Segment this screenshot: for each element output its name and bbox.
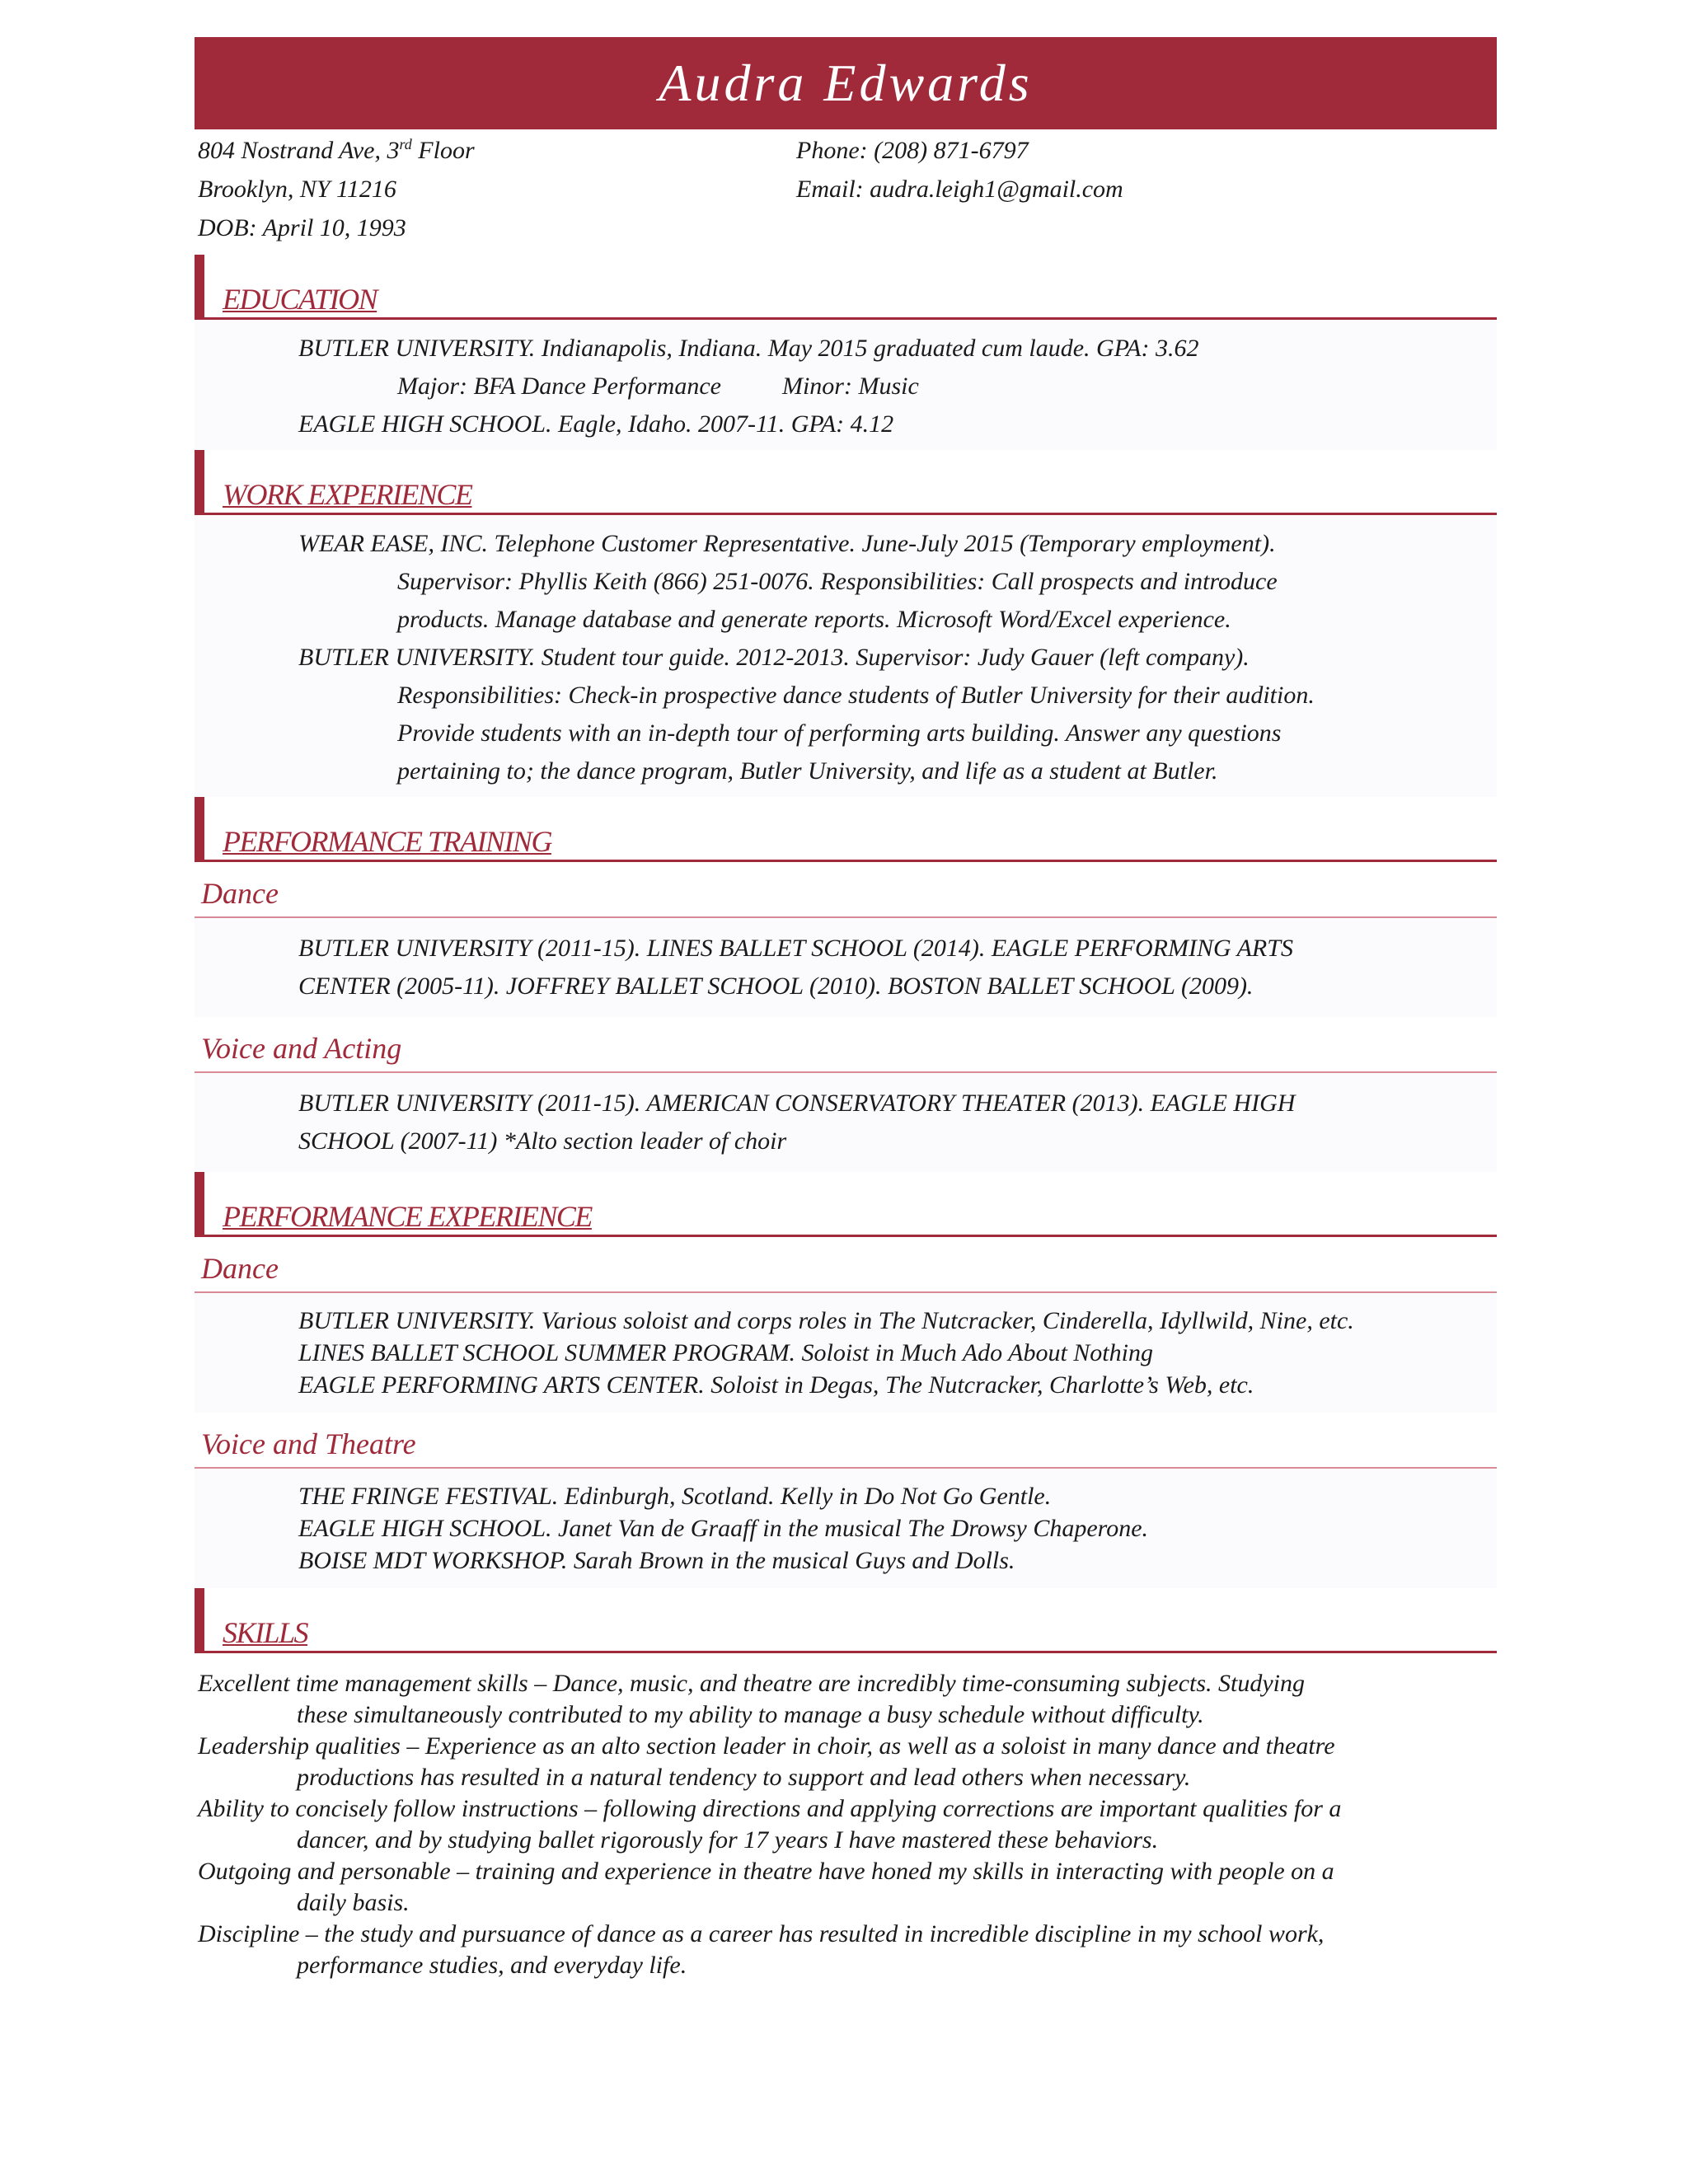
- education-section: [195, 255, 1497, 450]
- candidate-name: Audra Edwards: [659, 54, 1033, 112]
- experience-voice-line: BOISE MDT WORKSHOP. Sarah Brown in the musical Guys and Dolls.: [298, 1547, 1015, 1574]
- experience-header: [195, 1172, 1497, 1237]
- experience-section: [195, 1172, 1497, 1588]
- section-accent-bar: [195, 1172, 204, 1235]
- work-line: WEAR EASE, INC. Telephone Customer Representative. June-July 2015 (Temporary employment).: [298, 530, 1276, 557]
- skill-item: [195, 1919, 1497, 1981]
- training-header: [195, 797, 1497, 862]
- training-dance-line: BUTLER UNIVERSITY (2011-15). LINES BALLET SCHOOL (2014). EAGLE PERFORMING ARTS: [298, 935, 1293, 962]
- section-accent-bar: [195, 450, 204, 513]
- education-body: [195, 320, 1497, 450]
- experience-dance-body: [195, 1293, 1497, 1413]
- experience-dance-line: BUTLER UNIVERSITY. Various soloist and corps roles in The Nutcracker, Cinderella, Idyllwild, Nine, etc.: [298, 1307, 1354, 1334]
- training-dance-header: [195, 862, 1497, 918]
- training-dance-title: Dance: [201, 877, 279, 910]
- skill-first-line: Discipline – the study and pursuance of dance as a career has resulted in incredible discipline in my school work,: [198, 1920, 1325, 1947]
- skill-continuation: productions has resulted in a natural tendency to support and lead others when necessary.: [297, 1764, 1191, 1791]
- skills-header: [195, 1588, 1497, 1653]
- education-entry-butler: BUTLER UNIVERSITY. Indianapolis, Indiana. May 2015 graduated cum laude. GPA: 3.62: [298, 335, 1199, 362]
- work-line: pertaining to; the dance program, Butler University, and life as a student at Butler.: [397, 757, 1218, 785]
- experience-voice-line: EAGLE HIGH SCHOOL. Janet Van de Graaff in the musical The Drowsy Chaperone.: [298, 1515, 1149, 1542]
- education-major-minor: [195, 368, 1497, 405]
- training-title: PERFORMANCE TRAINING: [223, 825, 551, 858]
- email: Email: audra.leigh1@gmail.com: [796, 176, 1123, 203]
- skills-list: [195, 1653, 1497, 1981]
- experience-dance-line: EAGLE PERFORMING ARTS CENTER. Soloist in Degas, The Nutcracker, Charlotte’s Web, etc.: [298, 1371, 1254, 1399]
- address-floor-suffix: rd: [399, 136, 412, 152]
- section-accent-bar: [195, 255, 204, 317]
- experience-voice-line: THE FRINGE FESTIVAL. Edinburgh, Scotland. Kelly in Do Not Go Gentle.: [298, 1483, 1052, 1510]
- experience-voice-header: [195, 1413, 1497, 1469]
- training-voice-title: Voice and Acting: [201, 1032, 402, 1065]
- contact-block: [195, 129, 1497, 255]
- work-line: Responsibilities: Check-in prospective dance students of Butler University for their audition.: [397, 682, 1315, 709]
- skills-title: SKILLS: [223, 1616, 308, 1649]
- education-minor: Minor: Music: [781, 373, 919, 400]
- training-voice-body: [195, 1073, 1497, 1172]
- skill-first-line: Leadership qualities – Experience as an alto section leader in choir, as well as a soloist in many dance and theatre: [198, 1732, 1335, 1760]
- work-body: [195, 515, 1497, 797]
- address-floor: Floor: [411, 137, 475, 164]
- address-line-1: [198, 131, 475, 170]
- section-accent-bar: [195, 1588, 204, 1651]
- work-header: [195, 450, 1497, 515]
- skill-first-line: Ability to concisely follow instructions – following directions and applying corrections are important qualities for a: [198, 1795, 1342, 1822]
- training-voice-line: SCHOOL (2007-11) *Alto section leader of choir: [298, 1127, 787, 1155]
- work-section: [195, 450, 1497, 797]
- training-voice-line: BUTLER UNIVERSITY (2011-15). AMERICAN CONSERVATORY THEATER (2013). EAGLE HIGH: [298, 1090, 1296, 1117]
- phone: Phone: (208) 871-6797: [796, 137, 1029, 164]
- resume-page: [195, 37, 1497, 1981]
- training-dance-body: [195, 918, 1497, 1017]
- work-line: products. Manage database and generate reports. Microsoft Word/Excel experience.: [397, 606, 1231, 633]
- training-voice-header: [195, 1017, 1497, 1073]
- experience-dance-line: LINES BALLET SCHOOL SUMMER PROGRAM. Soloist in Much Ado About Nothing: [298, 1339, 1153, 1366]
- skills-section: [195, 1588, 1497, 1981]
- work-title: WORK EXPERIENCE: [223, 478, 472, 511]
- name-banner: [195, 37, 1497, 129]
- experience-voice-title: Voice and Theatre: [201, 1427, 416, 1460]
- skill-item: [195, 1731, 1497, 1793]
- education-entry-eagle: EAGLE HIGH SCHOOL. Eagle, Idaho. 2007-11. GPA: 4.12: [298, 410, 894, 438]
- training-dance-line: CENTER (2005-11). JOFFREY BALLET SCHOOL (2010). BOSTON BALLET SCHOOL (2009).: [298, 972, 1254, 1000]
- work-line: Provide students with an in-depth tour of performing arts building. Answer any questions: [397, 719, 1282, 747]
- date-of-birth: DOB: April 10, 1993: [198, 214, 406, 241]
- experience-dance-title: Dance: [201, 1252, 279, 1285]
- training-section: [195, 797, 1497, 1172]
- work-line: BUTLER UNIVERSITY. Student tour guide. 2012-2013. Supervisor: Judy Gauer (left company).: [298, 644, 1250, 671]
- skill-first-line: Outgoing and personable – training and experience in theatre have honed my skills in interacting with people on a: [198, 1858, 1334, 1885]
- skill-continuation: performance studies, and everyday life.: [297, 1952, 687, 1979]
- section-accent-bar: [195, 797, 204, 860]
- experience-voice-body: [195, 1469, 1497, 1588]
- skill-item: [195, 1668, 1497, 1731]
- skill-continuation: dancer, and by studying ballet rigorously for 17 years I have mastered these behaviors.: [297, 1826, 1159, 1854]
- contact-left: [198, 131, 475, 247]
- education-major: Major: BFA Dance Performance: [397, 373, 721, 400]
- address-street: 804 Nostrand Ave, 3: [198, 137, 400, 164]
- skill-item: [195, 1856, 1497, 1919]
- address-line-2: Brooklyn, NY 11216: [198, 176, 396, 203]
- work-line: Supervisor: Phyllis Keith (866) 251-0076. Responsibilities: Call prospects and introduce: [397, 568, 1278, 595]
- education-header: [195, 255, 1497, 320]
- skill-first-line: Excellent time management skills – Dance, music, and theatre are incredibly time-consuming subjects. Studying: [198, 1670, 1306, 1697]
- skill-item: [195, 1793, 1497, 1856]
- skill-continuation: these simultaneously contributed to my ability to manage a busy schedule without difficulty.: [297, 1701, 1204, 1728]
- experience-title: PERFORMANCE EXPERIENCE: [223, 1200, 592, 1233]
- experience-dance-header: [195, 1237, 1497, 1293]
- education-title: EDUCATION: [223, 283, 377, 316]
- contact-right: [796, 131, 1123, 209]
- skill-continuation: daily basis.: [297, 1889, 410, 1916]
